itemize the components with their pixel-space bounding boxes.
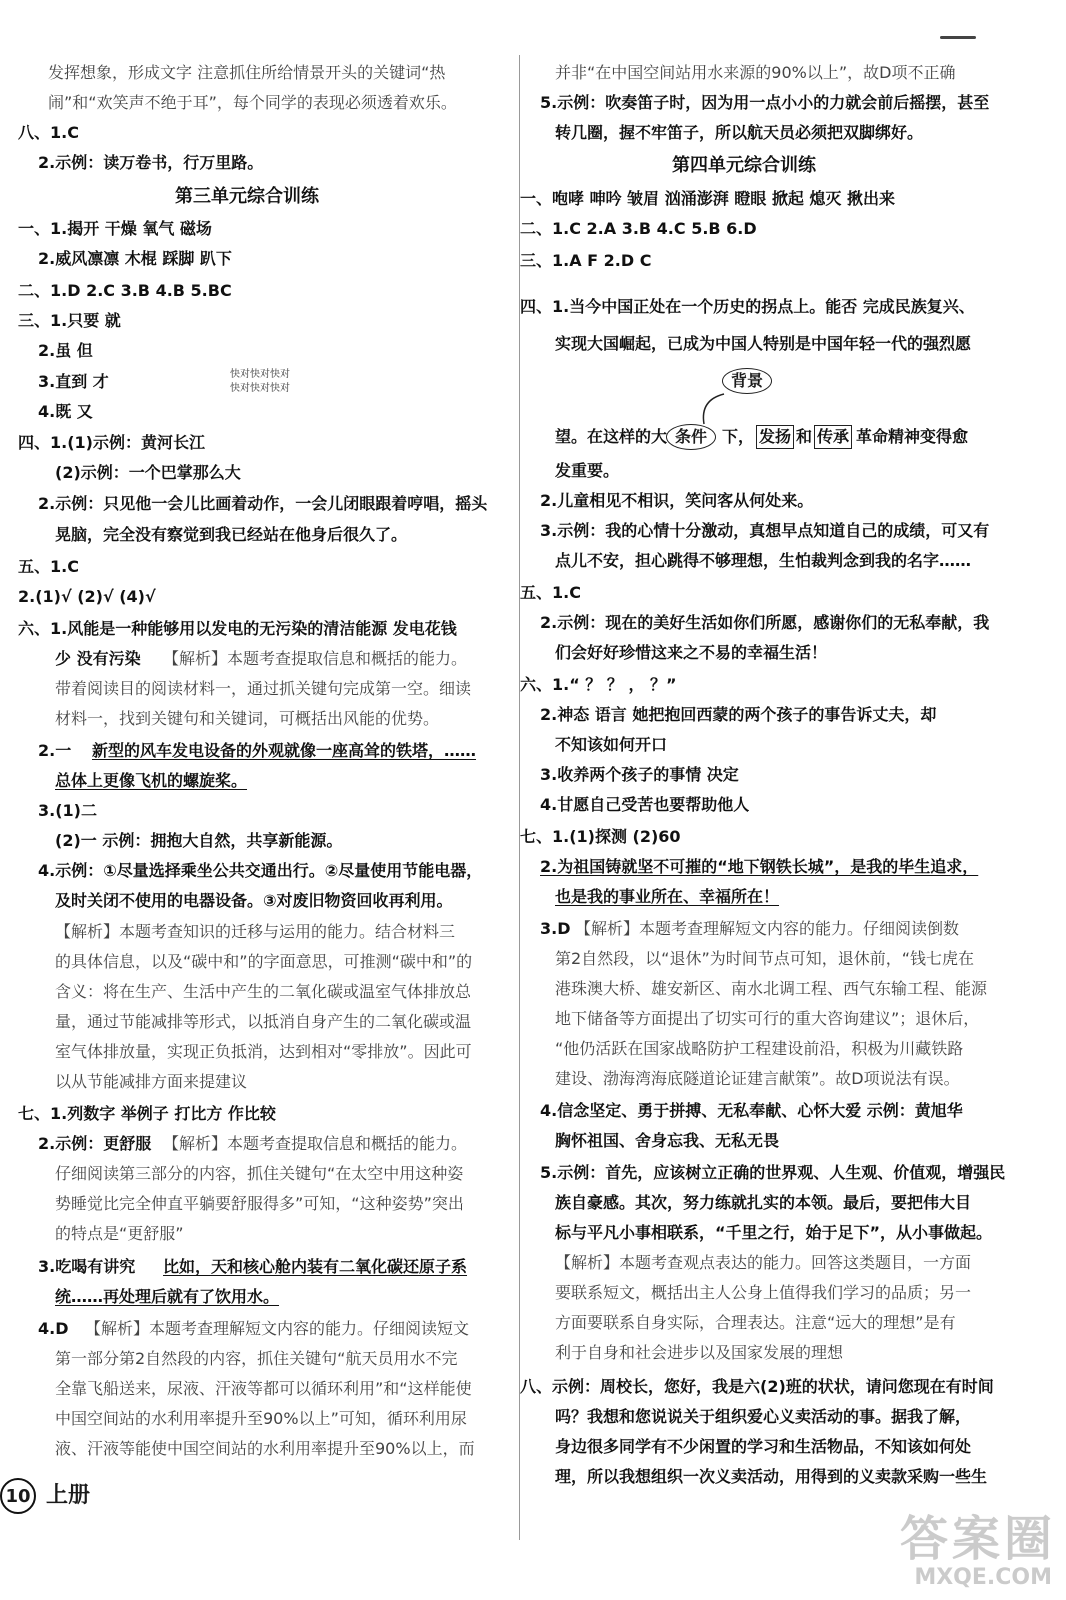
analysis-text: 以从节能减排方面来提建议	[55, 1072, 248, 1091]
text-line: 族自豪感。其次，努力练就扎实的本领。最后，要把伟大目	[555, 1193, 972, 1212]
text-line: 七、1.列数字 举例子 打比方 作比较	[18, 1104, 276, 1123]
underlined-answer: 2.为祖国铸就坚不可摧的“地下钢铁长城”，是我的毕生追求，	[540, 857, 979, 876]
analysis-text: 中国空间站的水利用率提升至90%以上”可知，循环利用尿	[55, 1409, 467, 1428]
underlined-answer: 新型的风车发电设备的外观就像一座高耸的铁塔，……	[92, 741, 477, 760]
boxed-word: 传承	[814, 425, 852, 449]
text-line: 标与平凡小事相联系，“千里之行，始于足下”，从小事做起。	[555, 1223, 993, 1242]
text-line: 理，所以我想组织一次义卖活动，用得到的义卖款采购一些生	[555, 1467, 988, 1486]
corner-mark	[940, 36, 976, 39]
analysis-text: 方面要联系自身实际，合理表达。注意“远大的理想”是有	[555, 1313, 956, 1332]
volume-label: 上册	[46, 1483, 91, 1508]
text-line: 3.示例：我的心情十分激动，真想早点知道自己的成绩，可又有	[540, 521, 990, 540]
text-line: 4.既 又	[38, 402, 93, 421]
text-line: 发重要。	[555, 461, 620, 480]
analysis-text: 利于自身和社会进步以及国家发展的理想	[555, 1343, 844, 1362]
analysis-text: 【解析】本题考查知识的迁移与运用的能力。结合材料三	[55, 922, 456, 941]
text-line: 革命精神变得愈	[856, 427, 969, 446]
analysis-text: 材料一，找到关键句和关键词，可概括出风能的优势。	[55, 709, 440, 728]
text-line: 及时关闭不使用的电器设备。③对废旧物资回收再利用。	[55, 891, 453, 910]
boxed-word: 发扬	[756, 425, 794, 449]
text-line: 闹”和“欢笑声不绝于耳”，每个同学的表现必须透着欢乐。	[48, 93, 457, 112]
text-line: 3.直到 才	[38, 372, 109, 391]
text-line: 5.示例：吹奏笛子时，因为用一点小小的力就会前后摇摆，甚至	[540, 93, 990, 112]
underlined-answer: 统……再处理后就有了饮用水。	[55, 1287, 280, 1306]
analysis-text: 【解析】本题考查提取信息和概括的能力。	[163, 1134, 468, 1153]
handwriting-note: 快对快对快对	[230, 369, 290, 380]
bubble-annotation: 背景	[722, 368, 772, 394]
text-line: 2.威风凛凛 木棍 踩脚 趴下	[38, 249, 232, 268]
analysis-text: 全靠飞船送来，尿液、汗液等都可以循环利用”和“这样能使	[55, 1379, 472, 1398]
text-line: 三、1.只要 就	[18, 311, 121, 330]
underlined-answer: 总体上更像飞机的螺旋桨。	[55, 771, 248, 790]
analysis-text: 的具体信息，以及“碳中和”的字面意思，可推测“碳中和”的	[55, 952, 473, 971]
text-line: 2.示例：更舒服	[38, 1134, 152, 1153]
text-line: 下，	[722, 427, 755, 446]
underlined-answer: 比如，天和核心舱内装有二氧化碳还原子系	[163, 1257, 468, 1276]
analysis-text: 建设、渤海湾海底隧道论证建言献策”。故D项说法有误。	[555, 1069, 960, 1088]
text-line: 六、1.风能是一种能够用以发电的无污染的清洁能源 发电花钱	[18, 619, 457, 638]
underlined-answer: 也是我的事业所在、幸福所在！	[555, 887, 780, 906]
text-line: 五、1.C	[18, 557, 79, 576]
text-line: 2.儿童相见不相识，笑问客从何处来。	[540, 491, 814, 510]
text-line: 2.(1)√ (2)√ (4)√	[18, 587, 156, 606]
column-divider	[519, 55, 520, 1540]
annotation-connector	[690, 380, 750, 430]
text-line: 八、1.C	[18, 123, 79, 142]
text-line: 胸怀祖国、舍身忘我、无私无畏	[555, 1131, 780, 1150]
text-line: 少 没有污染	[55, 649, 141, 668]
analysis-text: 地下储备等方面提出了切实可行的重大咨询建议”；退休后，	[555, 1009, 980, 1028]
text-line: 实现大国崛起，已成为中国人特别是中国年轻一代的强烈愿	[555, 334, 972, 353]
text-line: 3.吃喝有讲究	[38, 1257, 136, 1276]
text-line: 转几圈，握不牢笛子，所以航天员必须把双脚绑好。	[555, 123, 924, 142]
text-line: 5.示例：首先，应该树立正确的世界观、人生观、价值观，增强民	[540, 1163, 1006, 1182]
text-line: 吗？我想和您说说关于组织爱心义卖活动的事。据我了解，	[555, 1407, 972, 1426]
section-title: 第四单元综合训练	[672, 155, 816, 176]
text-line: 3.收养两个孩子的事情 决定	[540, 765, 739, 784]
analysis-text: 【解析】本题考查提取信息和概括的能力。	[163, 649, 468, 668]
analysis-text: “他仍活跃在国家战略防护工程建设前沿，积极为川藏铁路	[555, 1039, 964, 1058]
text-line: 4.示例：①尽量选择乘坐公共交通出行。②尽量使用节能电器，	[38, 861, 483, 880]
text-line: 点儿不安，担心跳得不够理想，生怕裁判念到我的名字……	[555, 551, 972, 570]
text-line: 三、1.A F 2.D C	[520, 251, 652, 270]
analysis-text: 含义：将在生产、生活中产生的二氧化碳或温室气体排放总	[55, 982, 472, 1001]
text-line: 2.示例：只见他一会儿比画着动作，一会儿闭眼跟着哼唱，摇头	[38, 494, 488, 513]
text-line: 四、1.(1)示例：黄河长江	[18, 433, 205, 452]
text-line: 发挥想象，形成文字 注意抓住所给情景开头的关键词“热	[48, 63, 446, 82]
watermark-logo-text: 答案圈	[899, 1511, 1056, 1567]
text-line: 2.示例：现在的美好生活如你们所愿，感谢你们的无私奉献，我	[540, 613, 990, 632]
text-line: 2.一	[38, 741, 72, 760]
analysis-text: 【解析】本题考查观点表达的能力。回答这类题目，一方面	[555, 1253, 972, 1272]
text-line: 3.(1)二	[38, 801, 97, 820]
analysis-text: 并非“在中国空间站用水来源的90%以上”，故D项不正确	[555, 63, 956, 82]
text-line: (2)示例：一个巴掌那么大	[55, 463, 241, 482]
text-line: 望。在这样的大	[555, 427, 668, 446]
handwriting-note: 快对快对快对	[230, 383, 290, 394]
text-line: 七、1.(1)探测 (2)60	[520, 827, 681, 846]
analysis-text: 液、汗液等能使中国空间站的水利用率提升至90%以上，而	[55, 1439, 475, 1458]
text-line: 2.示例：读万卷书，行万里路。	[38, 153, 264, 172]
analysis-text: 量，通过节能减排等形式，以抵消自身产生的二氧化碳或温	[55, 1012, 472, 1031]
text-line: 2.虽 但	[38, 341, 93, 360]
text-line: 八、示例：周校长，您好，我是六(2)班的状状，请问您现在有时间	[520, 1377, 994, 1396]
analysis-text: 的特点是“更舒服”	[55, 1224, 184, 1243]
text-line: 二、1.D 2.C 3.B 4.B 5.BC	[18, 281, 232, 300]
text-line: (2)一 示例：拥抱大自然，共享新能源。	[55, 831, 343, 850]
text-line: 3.D	[540, 919, 571, 938]
text-line: 和	[796, 427, 813, 446]
circled-word: 条件	[666, 424, 716, 450]
text-line: 一、咆哮 呻吟 皱眉 汹涌澎湃 瞪眼 掀起 熄灭 揪出来	[520, 189, 895, 208]
text-line: 4.甘愿自己受苦也要帮助他人	[540, 795, 750, 814]
analysis-text: 室气体排放量，实现正负抵消，达到相对“零排放”。因此可	[55, 1042, 472, 1061]
analysis-text: 【解析】本题考查理解短文内容的能力。仔细阅读短文	[85, 1319, 470, 1338]
text-line: 四、1.当今中国正处在一个历史的拐点上。能否 完成民族复兴、	[520, 297, 975, 316]
text-line: 一、1.揭开 干燥 氧气 磁场	[18, 219, 212, 238]
text-line: 晃脑，完全没有察觉到我已经站在他身后很久了。	[55, 525, 408, 544]
page-number: 10	[0, 1478, 36, 1514]
text-line: 身边很多同学有不少闲置的学习和生活物品，不知该如何处	[555, 1437, 972, 1456]
section-title: 第三单元综合训练	[175, 186, 319, 207]
analysis-text: 势睡觉比完全伸直平躺要舒服得多”可知，“这种姿势”突出	[55, 1194, 464, 1213]
text-line: 2.神态 语言 她把抱回西蒙的两个孩子的事告诉丈夫，却	[540, 705, 937, 724]
text-line: 4.D	[38, 1319, 69, 1338]
text-line: 不知该如何开口	[555, 735, 668, 754]
analysis-text: 仔细阅读第三部分的内容，抓住关键句“在太空中用这种姿	[55, 1164, 464, 1183]
text-line: 六、1.“ ？ ？ ， ？”	[520, 675, 677, 694]
analysis-text: 【解析】本题考查理解短文内容的能力。仔细阅读倒数	[575, 919, 960, 938]
watermark	[866, 1500, 1056, 1590]
text-line: 们会好好珍惜这来之不易的幸福生活！	[555, 643, 828, 662]
text-line: 二、1.C 2.A 3.B 4.C 5.B 6.D	[520, 219, 757, 238]
watermark-url: MXQE.COM	[914, 1565, 1052, 1590]
analysis-text: 带着阅读目的阅读材料一，通过抓关键句完成第一空。细读	[55, 679, 472, 698]
analysis-text: 港珠澳大桥、雄安新区、南水北调工程、西气东输工程、能源	[555, 979, 988, 998]
text-line: 五、1.C	[520, 583, 581, 602]
analysis-text: 第一部分第2自然段的内容，抓住关键句“航天员用水不完	[55, 1349, 458, 1368]
text-line: 4.信念坚定、勇于拼搏、无私奉献、心怀大爱 示例：黄旭华	[540, 1101, 963, 1120]
analysis-text: 要联系短文，概括出主人公身上值得我们学习的品质；另一	[555, 1283, 972, 1302]
analysis-text: 第2自然段，以“退休”为时间节点可知，退休前，“钱七虎在	[555, 949, 975, 968]
